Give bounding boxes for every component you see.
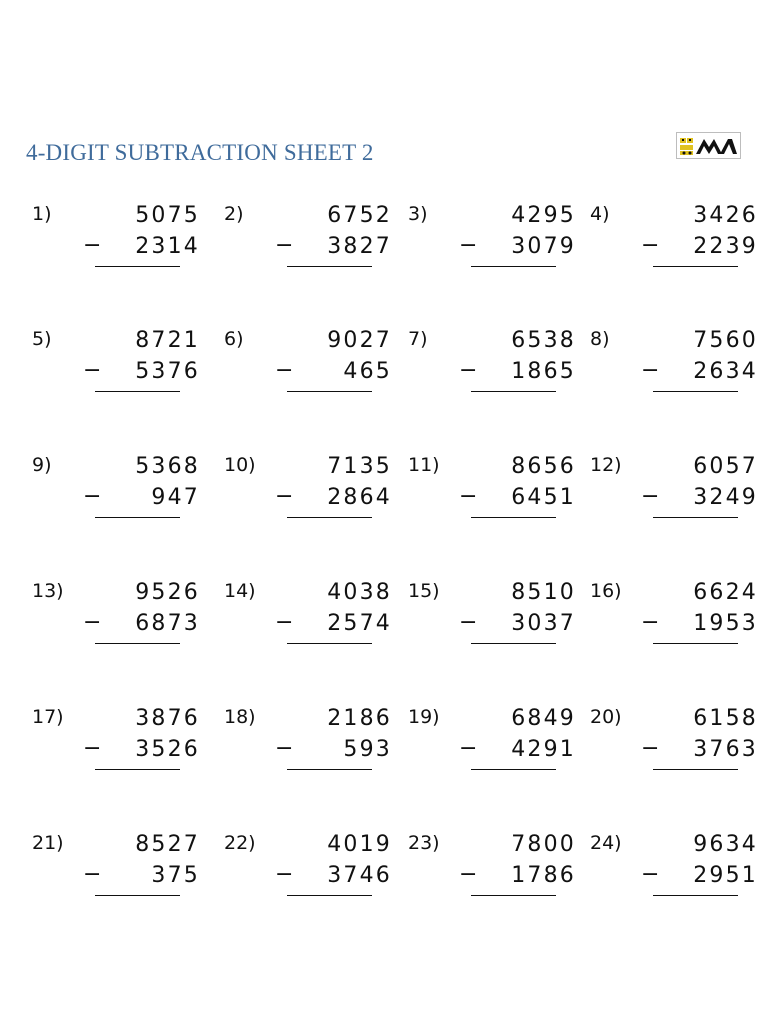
subtraction-problem xyxy=(590,706,758,776)
minuend: 6057 xyxy=(693,454,758,479)
problem-number: 5) xyxy=(32,328,52,350)
problem-number: 15) xyxy=(408,580,440,602)
minus-sign: − xyxy=(459,610,478,635)
problem-number: 20) xyxy=(590,706,622,728)
minuend: 4295 xyxy=(511,203,576,228)
problem-number: 19) xyxy=(408,706,440,728)
minus-sign: − xyxy=(83,862,102,887)
answer-line xyxy=(653,517,738,518)
subtrahend: 2314 xyxy=(135,234,200,259)
minuend: 9634 xyxy=(693,832,758,857)
minuend: 6849 xyxy=(511,706,576,731)
problem-number: 16) xyxy=(590,580,622,602)
subtraction-problem xyxy=(590,328,758,398)
subtraction-problem xyxy=(224,203,392,273)
subtraction-problem xyxy=(590,832,758,902)
answer-line xyxy=(471,266,556,267)
subtrahend: 1865 xyxy=(511,359,576,384)
answer-line xyxy=(471,643,556,644)
problem-number: 1) xyxy=(32,203,52,225)
answer-line xyxy=(471,769,556,770)
subtrahend: 3746 xyxy=(327,863,392,888)
subtraction-problem xyxy=(408,328,576,398)
subtraction-problem xyxy=(32,706,200,776)
answer-line xyxy=(287,517,372,518)
answer-line xyxy=(471,391,556,392)
answer-line xyxy=(95,391,180,392)
subtrahend: 6451 xyxy=(511,485,576,510)
minuend: 8721 xyxy=(135,328,200,353)
minus-sign: − xyxy=(641,233,660,258)
subtrahend: 3526 xyxy=(135,737,200,762)
minus-sign: − xyxy=(83,610,102,635)
minuend: 5075 xyxy=(135,203,200,228)
minuend: 4038 xyxy=(327,580,392,605)
subtraction-problem xyxy=(408,580,576,650)
answer-line xyxy=(95,769,180,770)
problem-number: 13) xyxy=(32,580,64,602)
answer-line xyxy=(653,266,738,267)
answer-line xyxy=(471,517,556,518)
subtraction-problem xyxy=(224,832,392,902)
subtrahend: 5376 xyxy=(135,359,200,384)
minuend: 8656 xyxy=(511,454,576,479)
subtraction-problem xyxy=(590,580,758,650)
subtrahend: 375 xyxy=(151,863,200,888)
minus-sign: − xyxy=(459,358,478,383)
problem-number: 24) xyxy=(590,832,622,854)
subtrahend: 3827 xyxy=(327,234,392,259)
minuend: 3426 xyxy=(693,203,758,228)
subtraction-problem xyxy=(32,832,200,902)
subtrahend: 2574 xyxy=(327,611,392,636)
subtraction-problem xyxy=(32,203,200,273)
minuend: 2186 xyxy=(327,706,392,731)
subtrahend: 3037 xyxy=(511,611,576,636)
subtraction-problem xyxy=(408,203,576,273)
problem-number: 9) xyxy=(32,454,52,476)
problem-number: 2) xyxy=(224,203,244,225)
subtraction-problem xyxy=(32,580,200,650)
answer-line xyxy=(287,769,372,770)
minuend: 6624 xyxy=(693,580,758,605)
minus-sign: − xyxy=(83,736,102,761)
subtraction-problem xyxy=(590,454,758,524)
subtrahend: 1953 xyxy=(693,611,758,636)
minuend: 8510 xyxy=(511,580,576,605)
problem-number: 8) xyxy=(590,328,610,350)
minus-sign: − xyxy=(459,862,478,887)
subtraction-problem xyxy=(224,454,392,524)
minus-sign: − xyxy=(275,358,294,383)
answer-line xyxy=(653,391,738,392)
minuend: 9526 xyxy=(135,580,200,605)
subtraction-problem xyxy=(224,580,392,650)
answer-line xyxy=(287,266,372,267)
subtrahend: 3079 xyxy=(511,234,576,259)
problem-number: 21) xyxy=(32,832,64,854)
answer-line xyxy=(287,643,372,644)
minuend: 6538 xyxy=(511,328,576,353)
minus-sign: − xyxy=(641,358,660,383)
problem-number: 22) xyxy=(224,832,256,854)
subtrahend: 6873 xyxy=(135,611,200,636)
answer-line xyxy=(653,895,738,896)
answer-line xyxy=(95,517,180,518)
subtraction-problem xyxy=(408,454,576,524)
minus-sign: − xyxy=(83,484,102,509)
problem-number: 11) xyxy=(408,454,440,476)
subtrahend: 2951 xyxy=(693,863,758,888)
problem-number: 10) xyxy=(224,454,256,476)
subtrahend: 465 xyxy=(343,359,392,384)
subtrahend: 2864 xyxy=(327,485,392,510)
minus-sign: − xyxy=(459,484,478,509)
minus-sign: − xyxy=(459,736,478,761)
minuend: 8527 xyxy=(135,832,200,857)
problem-number: 12) xyxy=(590,454,622,476)
subtraction-problem xyxy=(408,706,576,776)
minus-sign: − xyxy=(641,862,660,887)
minus-sign: − xyxy=(641,610,660,635)
subtraction-problem xyxy=(32,454,200,524)
minus-sign: − xyxy=(641,484,660,509)
subtraction-problem xyxy=(590,203,758,273)
answer-line xyxy=(95,895,180,896)
minuend: 6752 xyxy=(327,203,392,228)
subtrahend: 593 xyxy=(343,737,392,762)
answer-line xyxy=(287,391,372,392)
sheet-title: 4-DIGIT SUBTRACTION SHEET 2 xyxy=(26,140,374,165)
subtrahend: 1786 xyxy=(511,863,576,888)
minus-sign: − xyxy=(275,736,294,761)
minuend: 4019 xyxy=(327,832,392,857)
subtraction-problem xyxy=(32,328,200,398)
minuend: 3876 xyxy=(135,706,200,731)
problem-number: 7) xyxy=(408,328,428,350)
minuend: 7800 xyxy=(511,832,576,857)
minus-sign: − xyxy=(641,736,660,761)
subtrahend: 3249 xyxy=(693,485,758,510)
minus-sign: − xyxy=(275,862,294,887)
answer-line xyxy=(653,643,738,644)
subtrahend: 2239 xyxy=(693,234,758,259)
answer-line xyxy=(95,266,180,267)
minus-sign: − xyxy=(275,233,294,258)
problem-number: 14) xyxy=(224,580,256,602)
answer-line xyxy=(287,895,372,896)
answer-line xyxy=(653,769,738,770)
minuend: 5368 xyxy=(135,454,200,479)
minuend: 7135 xyxy=(327,454,392,479)
subtrahend: 4291 xyxy=(511,737,576,762)
answer-line xyxy=(95,643,180,644)
minus-sign: − xyxy=(83,358,102,383)
problem-number: 17) xyxy=(32,706,64,728)
subtraction-problem xyxy=(224,706,392,776)
subtraction-problem xyxy=(224,328,392,398)
problem-number: 3) xyxy=(408,203,428,225)
subtrahend: 2634 xyxy=(693,359,758,384)
subtrahend: 947 xyxy=(151,485,200,510)
problem-number: 18) xyxy=(224,706,256,728)
problem-number: 6) xyxy=(224,328,244,350)
problem-number: 23) xyxy=(408,832,440,854)
minus-sign: − xyxy=(83,233,102,258)
problem-number: 4) xyxy=(590,203,610,225)
subtraction-problem xyxy=(408,832,576,902)
minuend: 7560 xyxy=(693,328,758,353)
minus-sign: − xyxy=(275,610,294,635)
subtrahend: 3763 xyxy=(693,737,758,762)
minus-sign: − xyxy=(459,233,478,258)
answer-line xyxy=(471,895,556,896)
minuend: 9027 xyxy=(327,328,392,353)
minuend: 6158 xyxy=(693,706,758,731)
minus-sign: − xyxy=(275,484,294,509)
